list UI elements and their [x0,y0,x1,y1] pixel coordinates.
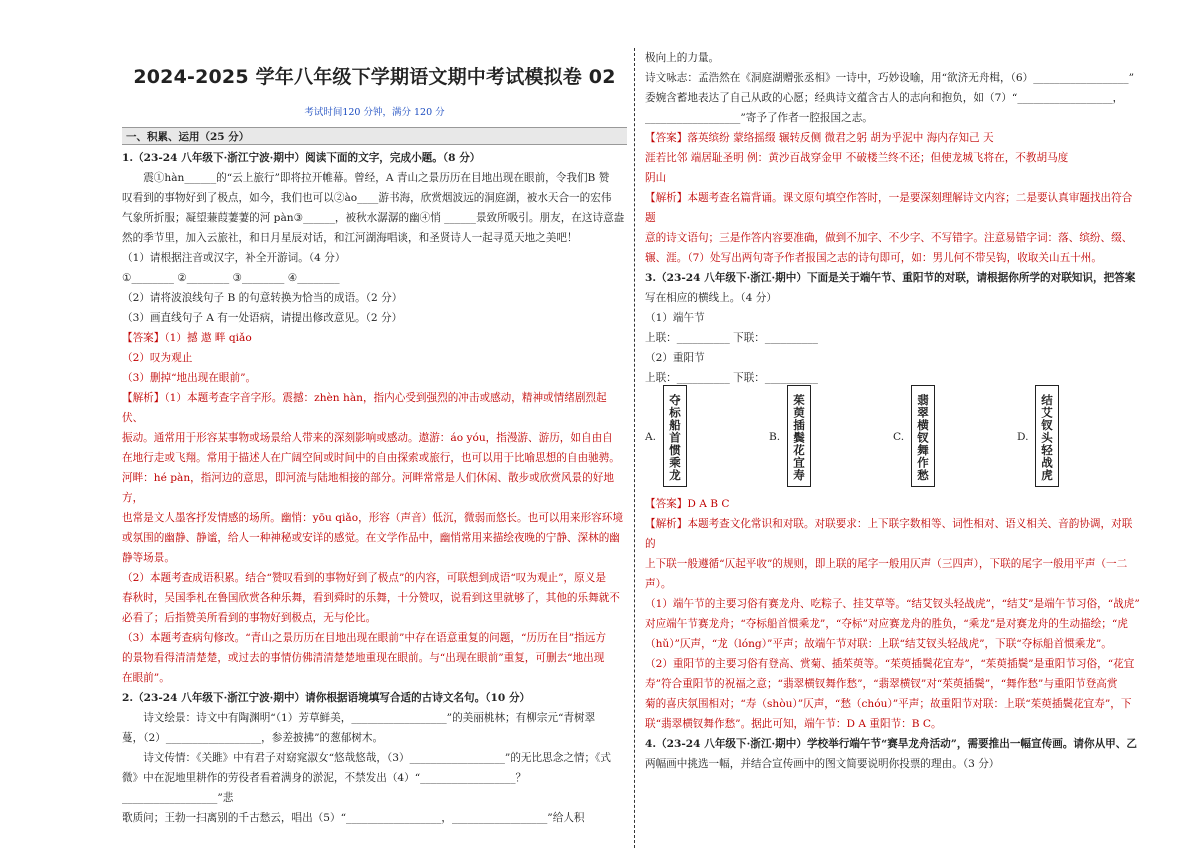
right-column-bottom [645,494,1140,774]
text-line: 震①hàn______的“云上旅行”即将拉开帷幕。曾经，A 青山之景历历在目地出现在眼前，令我们B 赞 [143,172,610,184]
text-line: 叹看到的事物好到了极点，如今，我们也可以②ào____游书海，欣赏烟波远的洞庭湖，被水天合一的宏伟 [122,192,612,204]
answer-line: 【答案】落英缤纷 蒙络摇缀 辗转反侧 微君之躬 胡为乎泥中 海内存知己 天 [645,132,994,144]
answer-line: 静等场景。 [122,552,175,564]
answer-line: 河畔：hé pàn，指河边的意思，即河流与陆地相接的部分。河畔常常是人们休闲、散步或欣赏风景的好地方， [122,472,614,504]
question-heading: 1.（23-24 八年级下·浙江宁波·期中）阅读下面的文字，完成小题。（8 分） [122,152,481,164]
couplet-scroll [911,385,935,487]
answer-line: 寿”符合重阳节的祝福之意；“翡翠横钗舞作愁”，“翡翠横钗”对“茱萸插鬓”，“舞作愁”与重阳节登高赏 [645,678,1118,690]
couplet-scroll [663,385,687,487]
text-line: 委婉含蓄地表达了自己从政的心愿；经典诗文蕴含古人的志向和抱负，如（7）“__________________， [645,92,1124,104]
section-heading: 一、积累、运用（25 分） [122,127,627,145]
text-line: 微》中在泥地里耕作的劳役者看着满身的淤泥，不禁发出（4）“__________________？__________________”悲 [122,772,527,804]
answer-line: 上下联一般遵循“仄起平收”的规则，即上联的尾字一般用仄声（三四声），下联的尾字一般用平声（一二 [645,558,1128,570]
text-line: （1）端午节 [645,312,705,324]
answer-line: 也常是文人墨客抒发情感的场所。幽悄：yōu qiǎo，形容（声音）低沉，微弱而悠长。也可以用来形容环境 [122,512,623,524]
answer-line: 意的诗文语句；三是作答内容要准确，做到不加字、不少字、不写错字。注意易错字词：落、缤纷、缀、 [645,232,1133,244]
column-divider [634,48,635,848]
text-line: （2）重阳节 [645,352,705,364]
answer-line: （2）本题考查成语积累。结合“赞叹看到的事物好到了极点”的内容，可联想到成语“叹为观止”，原义是 [122,572,606,584]
answer-line: 【解析】本题考查名篇背诵。课文原句填空作答时，一是要深刻理解诗文内容；二是要认真审题找出符合题 [645,192,1133,224]
answer-line: 振动。通常用于形容某事物或场景给人带来的深刻影响或感动。遨游：áo yóu，指漫游、游历，如自由自 [122,432,613,444]
answer-line: 涯若比邻 端居耻圣明 例：黄沙百战穿金甲 不破楼兰终不还；但使龙城飞将在，不教胡马度 [645,152,1069,164]
couplet-text: 茱萸插鬓花宜寿 [792,394,806,482]
answer-line: （2）重阳节的主要习俗有登高、赏菊、插茱萸等。“茱萸插鬓花宜寿”，“茱萸插鬓”是重阳节习俗，“花宜 [645,658,1135,670]
left-column [122,148,627,828]
answer-line: 在地行走或飞翔。常用于描述人在广阔空间或时间中的自由探索或旅行，也可以用于比喻思想的自由驰骋。 [122,452,620,464]
answer-line: 必看了；后指赞美所看到的事物好到极点，无与伦比。 [122,612,377,624]
answer-line: 阴山 [645,172,667,184]
answer-line: （2）叹为观止 [122,352,193,364]
right-column-top [645,48,1140,388]
answer-line: 对应端午节赛龙舟；“夺标船首惯乘龙”，“夺标”对应赛龙舟的胜负，“乘龙”是对赛龙舟的生动描绘；“虎 [645,618,1128,630]
question-heading: 3.（23-24 八年级下·浙江·期中）下面是关于端午节、重阳节的对联，请根据你所学的对联知识，把答案 [645,272,1136,284]
answer-line: （hǔ）”仄声，“龙（lóng）”平声；故端午节对联：上联“结艾钗头轻战虎”，下联“夺标船首惯乘龙”。 [645,638,1112,650]
couplet-options [645,385,1140,495]
answer-line: 春秋时，吴国季札在鲁国欣赏各种乐舞，看到舜时的乐舞，十分赞叹，说看到这里就够了，其他的乐舞就不 [122,592,620,604]
answer-line: （3）删掉“地出现在眼前”。 [122,372,257,384]
text-line: 气象所折服；凝望蒹葭萋萋的河 pàn③______，被秋水潺潺的幽④悄 ______景致所吸引。朋友，在这诗意盎 [122,212,625,224]
text-line: （1）请根据注音或汉字，补全开游词。（4 分） [122,252,346,264]
text-line: 然的季节里，加入云旅社，和日月星辰对话，和江河湖海唱谈，和圣贤诗人一起寻觅天地之美吧！ [122,232,578,244]
text-line: （3）画直线句子 A 有一处语病，请提出修改意见。（2 分） [122,312,403,324]
couplet-option-label: D. [1017,431,1029,443]
couplet-text: 翡翠横钗舞作愁 [916,394,930,482]
text-line: __________________”寄予了作者一腔报国之志。 [645,112,873,124]
answer-line: 辗、涯。（7）处写出两句寄予作者报国之志的诗句即可，如：男儿何不带吴钩，收取关山五十州。 [645,252,1102,264]
answer-line: 的景物看得清清楚楚，或过去的事情仿佛清清楚楚地重现在眼前。与“出现在眼前”重复，可删去“地出现 [122,652,605,664]
text-line: ①________ ②________ ③________ ④________ [122,272,340,284]
answer-line: 联“翡翠横钗舞作愁”。据此可知，端午节：D A 重阳节：B C。 [645,718,942,730]
text-line: 上联：__________ 下联：__________ [645,332,818,344]
question-heading: 4.（23-24 八年级下·浙江·期中）学校举行端午节“赛旱龙舟活动”，需要推出一幅宣传画。请你从甲、乙 [645,738,1137,750]
answer-line: 菊的喜庆氛围相对；“寿（shòu）”仄声，“愁（chóu）”平声；故重阳节对联：上联“茱萸插鬓花宜寿”，下 [645,698,1132,710]
answer-line: （3）本题考查病句修改。“青山之景历历在目地出现在眼前”中存在语意重复的问题，“历历在目”指远方 [122,632,606,644]
answer-line: 【解析】（1）本题考查字音字形。震撼：zhèn hàn，指内心受到强烈的冲击或感动，精神或情绪剧烈起伏、 [122,392,607,424]
couplet-option-label: A. [645,431,657,443]
text-line: 诗文绘景：诗文中有陶渊明“（1）芳草鲜美，__________________”的美丽桃林；有柳宗元“青树翠 [143,712,596,724]
page-title: 2024-2025 学年八年级下学期语文期中考试模拟卷 02 [133,66,616,88]
couplet-scroll [787,385,811,487]
exam-info: 考试时间120 分钟，满分 120 分 [304,107,445,118]
text-line: 极向上的力量。 [645,52,720,64]
question-heading: 2.（23-24 八年级下·浙江宁波·期中）请你根据语境填写合适的古诗文名句。（10 分） [122,692,531,704]
answer-line: 在眼前”。 [122,672,170,684]
text-line: 两幅画中挑选一幅，并结合宣传画中的图文简要说明你投票的理由。（3 分） [645,758,1000,770]
answer-line: 声）。 [645,578,672,590]
text-line: 诗文咏志：孟浩然在《洞庭湖赠张丞相》一诗中，巧妙设喻，用“欲济无舟楫，（6）__________________” [645,72,1134,84]
answer-line: 【答案】（1）撼 遨 畔 qiǎo [122,332,252,344]
answer-line: 或氛围的幽静、静谧，给人一种神秘或安详的感觉。在文学作品中，幽悄常用来描绘夜晚的宁静、深林的幽 [122,532,620,544]
couplet-scroll [1035,385,1059,487]
text-line: （2）请将波浪线句子 B 的句意转换为恰当的成语。（2 分） [122,292,403,304]
couplet-text: 夺标船首惯乘龙 [668,394,682,482]
couplet-text: 结艾钗头轻战虎 [1040,394,1054,482]
answer-line: 【答案】D A B C [645,498,730,510]
text-line: 歌质问；王勃一扫离别的千古愁云，唱出（5）“__________________，__________________”给人积 [122,812,585,824]
text-line: 写在相应的横线上。（4 分） [645,292,777,304]
couplet-option-label: B. [769,431,781,443]
couplet-option-label: C. [893,431,905,443]
text-line: 诗文传情：《关雎》中有君子对窈窕淑女“悠哉悠哉，（3）__________________”的无比思念之情；《式 [143,752,611,764]
answer-line: （1）端午节的主要习俗有赛龙舟、吃粽子、挂艾草等。“结艾钗头轻战虎”，“结艾”是端午节习俗，“战虎” [645,598,1140,610]
text-line: 蔓，（2）__________________，参差披拂”的葱郁树木。 [122,732,384,744]
text-line: 上联：__________ 下联：__________ [645,372,818,384]
answer-line: 【解析】本题考查文化常识和对联。对联要求：上下联字数相等、词性相对、语义相关、音韵协调，对联的 [645,518,1133,550]
